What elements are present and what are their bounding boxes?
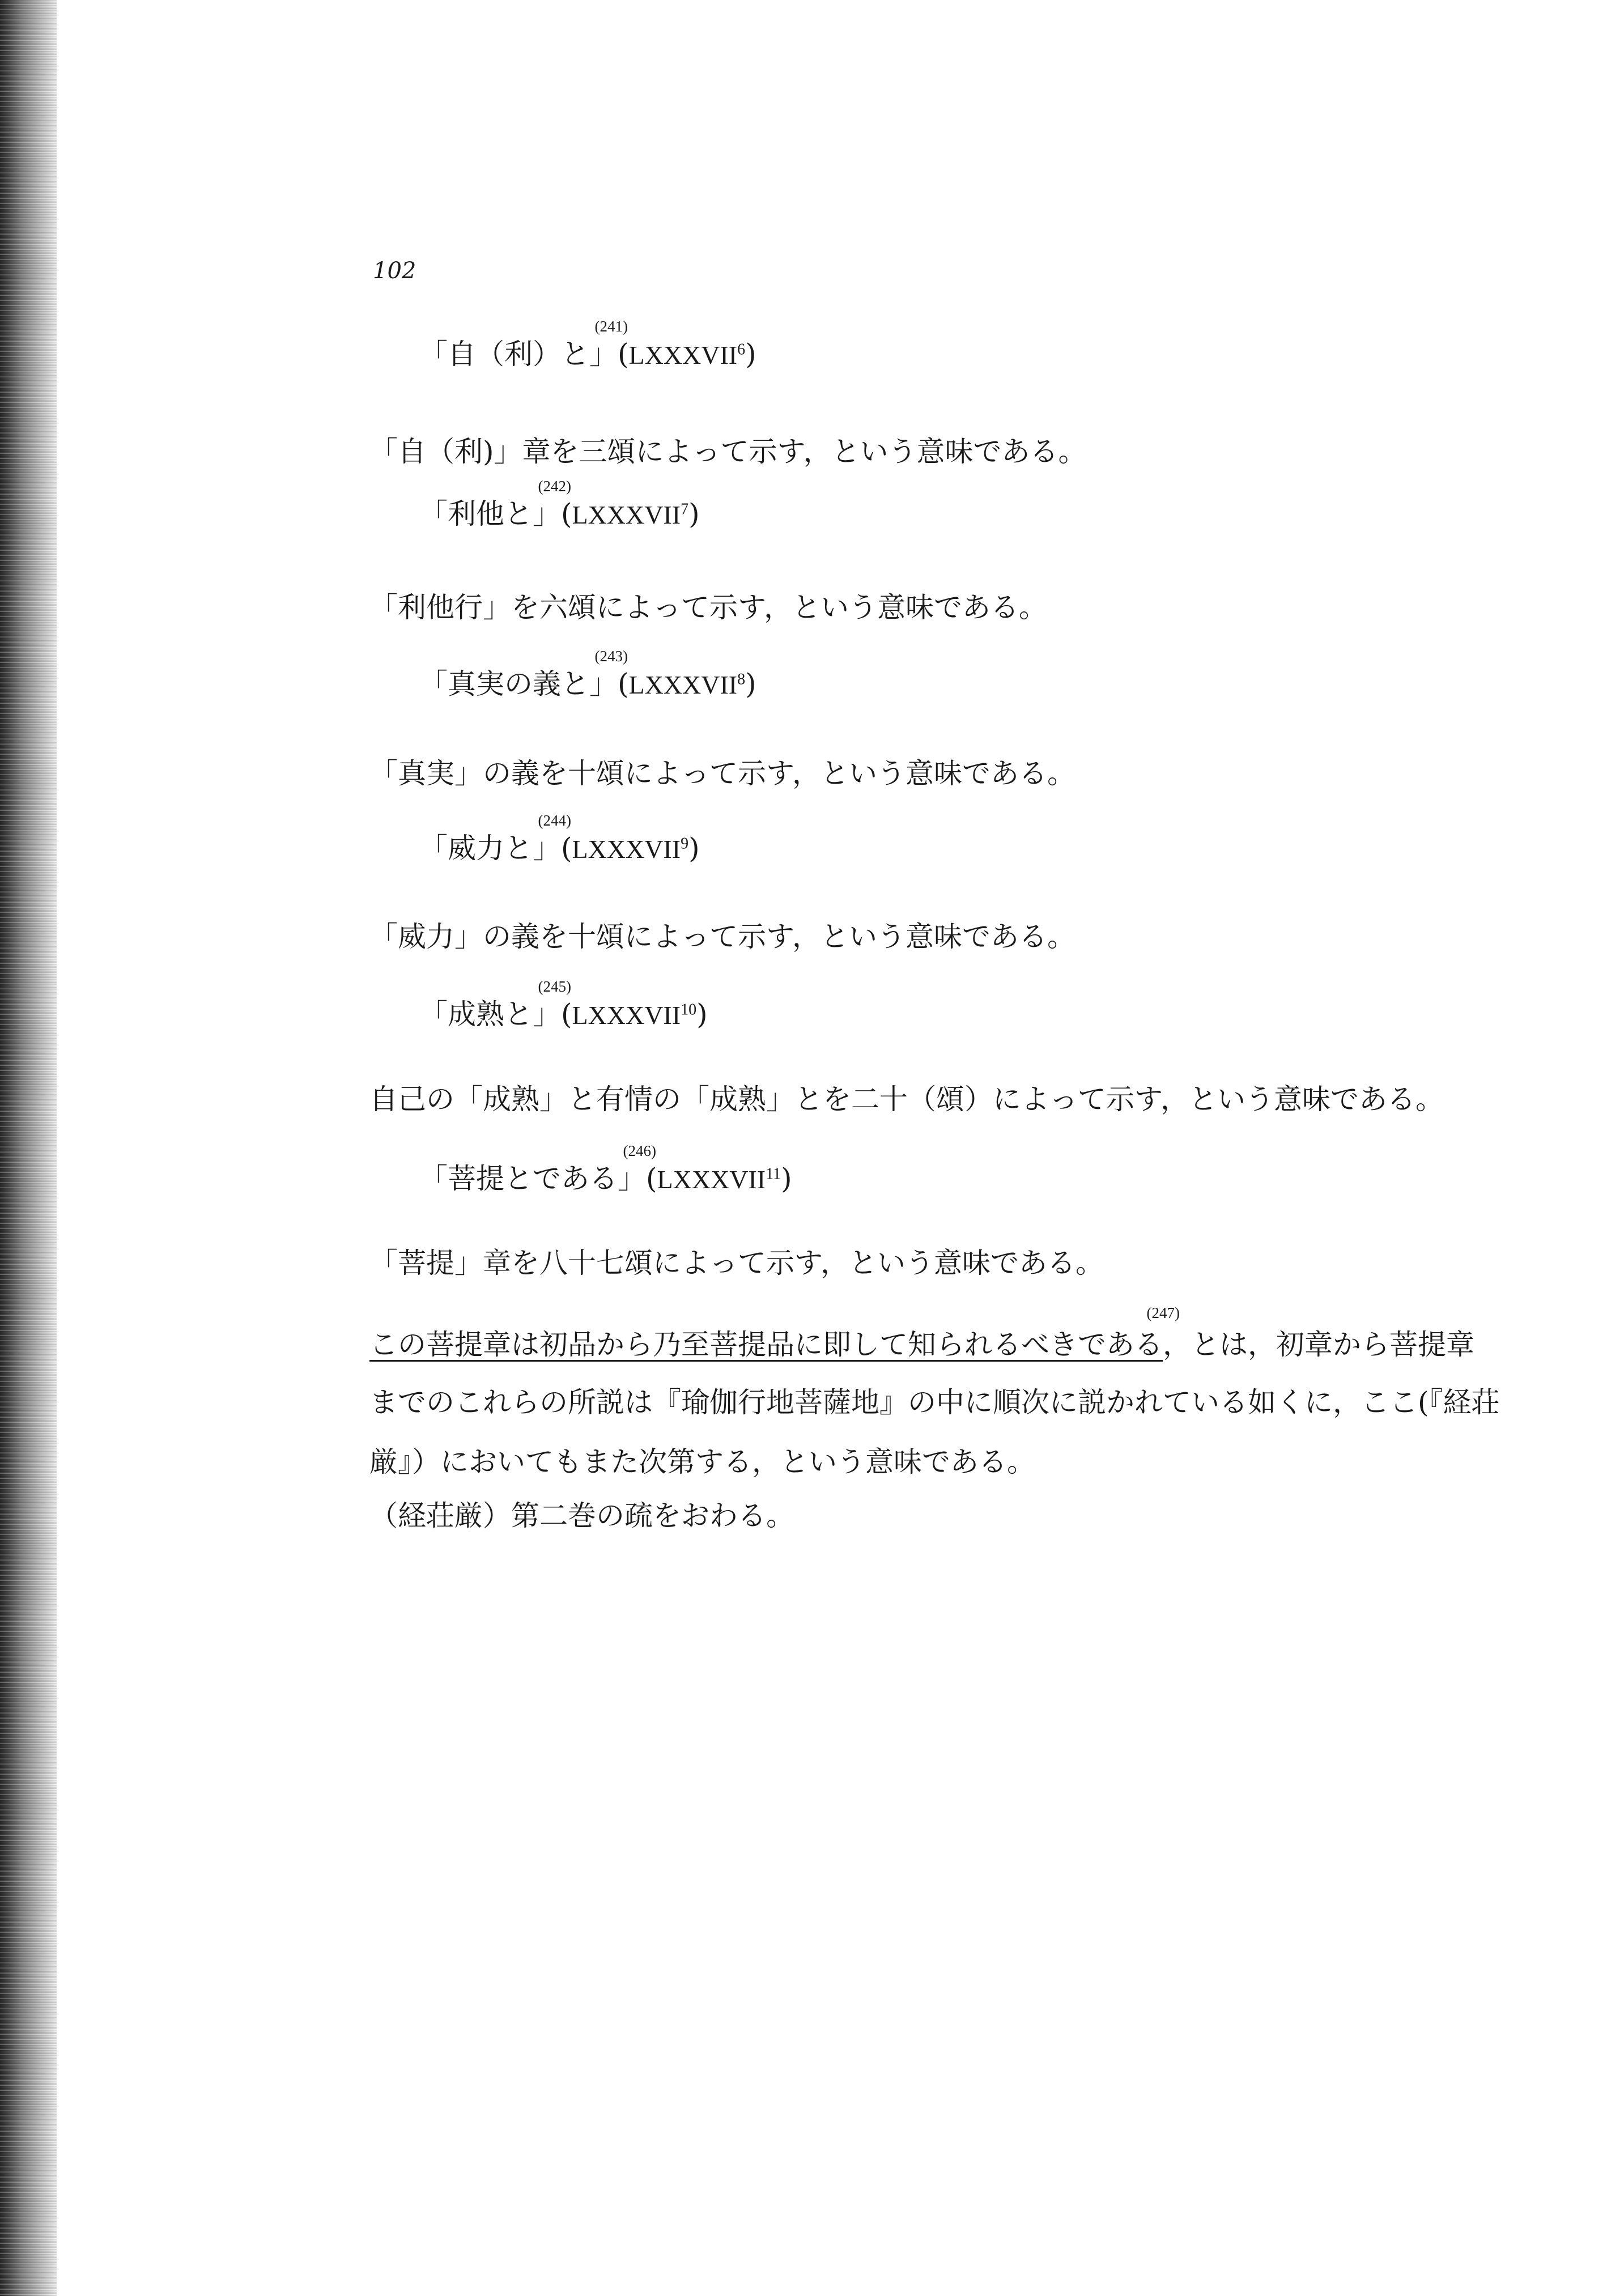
entry-body: 「利他行」を六頌によって示す，という意味である。 — [369, 591, 1047, 624]
entry-heading: 「成熟と」(LXXXVII$^{10}$ (245) ) — [419, 978, 708, 1031]
entry-heading: 「自（利）と」(LXXXVII$^6$ (241) ) — [419, 318, 756, 371]
closing-paragraph-line: （経荘厳）第二巻の疏をおわる。 — [369, 1499, 794, 1532]
entry-body: 「自（利)」章を三頌によって示す，という意味である。 — [369, 435, 1087, 468]
underlined-phrase: この菩提章は初品から乃至菩提品に即して知られるべきである — [369, 1328, 1163, 1361]
entry-heading: 「利他と」(LXXXVII$^7$ (242) ) — [419, 478, 700, 530]
entry-body: 「菩提」章を八十七頌によって示す，という意味である。 — [369, 1247, 1104, 1279]
footnote-ref: (246) — [623, 1142, 656, 1159]
closing-paragraph-line: までのこれらの所説は『瑜伽行地菩薩地』の中に順次に説かれている如くに，ここ(『経荘 — [369, 1386, 1500, 1419]
page-number: 102 — [373, 258, 416, 284]
entry-heading: 「威力と」(LXXXVII$^9$ (244) ) — [419, 812, 700, 865]
entry-heading: 「菩提とである」(LXXXVII$^{11}$ (246) ) — [419, 1142, 792, 1195]
footnote-ref: (242) — [538, 478, 571, 495]
entry-heading: 「真実の義と」(LXXXVII$^8$ (243) ) — [419, 648, 756, 700]
scan-binding-edge — [0, 0, 57, 2296]
closing-paragraph-line: この菩提章は初品から乃至菩提品に即して知られるべきである (247) ，とは，初章から菩提章 — [369, 1304, 1474, 1361]
footnote-ref: (247) — [1146, 1304, 1180, 1321]
footnote-ref: (241) — [594, 318, 628, 335]
closing-paragraph-line: 厳』）においてもまた次第する，という意味である。 — [369, 1445, 1035, 1478]
footnote-ref: (245) — [538, 978, 571, 995]
entry-body: 「威力」の義を十頌によって示す，という意味である。 — [369, 920, 1075, 953]
entry-body: 「真実」の義を十頌によって示す，という意味である。 — [369, 757, 1075, 790]
entry-body: 自己の「成熟」と有情の「成熟」とを二十（頌）によって示す，という意味である。 — [369, 1083, 1444, 1116]
footnote-ref: (244) — [538, 812, 571, 829]
footnote-ref: (243) — [594, 648, 628, 665]
